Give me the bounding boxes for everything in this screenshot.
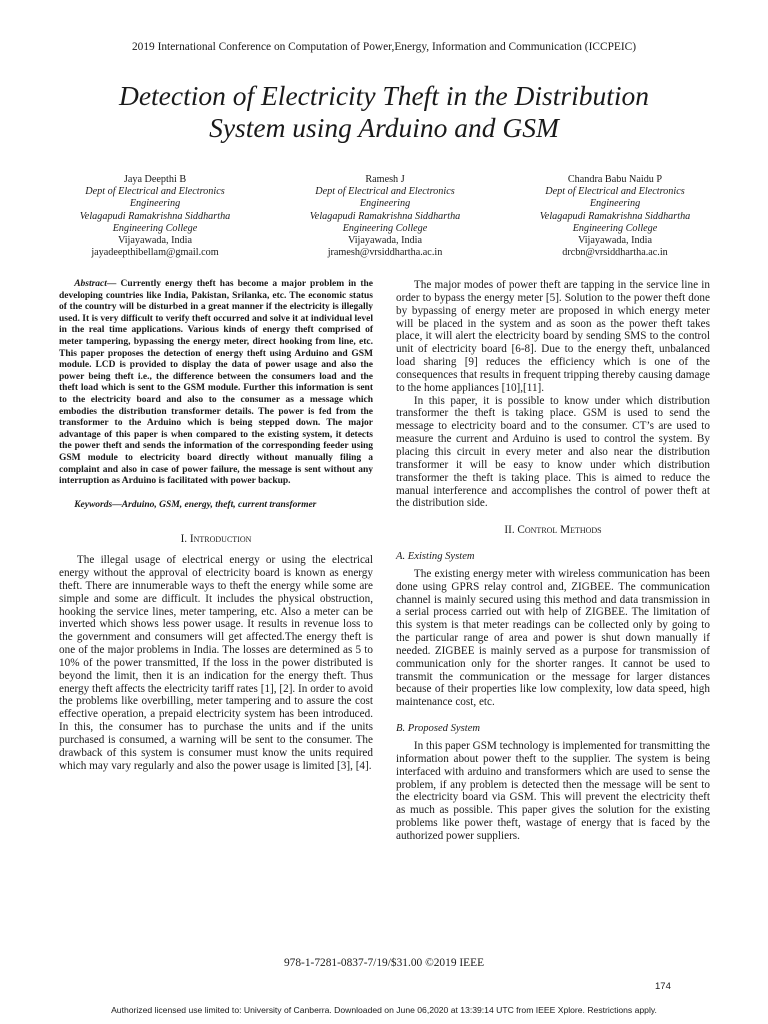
author-dept-2: Engineering [589, 198, 641, 210]
existing-system-paragraph: The existing energy meter with wireless communication has been done using GPRS relay control and, ZIGBEE. The communication channel is mainly secured using this method and data transmission in a serial process carried out with help of ZIGBEE. The limitation of this system is that meter readings can be collected only by going to the particular range of area and power is shut down manually if needed. ZIGBEE is mainly served as a purpose for transmission of communication only for the shorter ranges. It cannot be used to transmit the communication or the message for larger distances because of their properties like low complexity, low data speed, high maintenance cost, etc. [396, 567, 710, 709]
page-number: 174 [655, 981, 671, 992]
author-name: Chandra Babu Naidu P [567, 174, 663, 185]
author-name: Jaya Deepthi B [123, 174, 187, 185]
author-email: jayadeepthibellam@gmail.com [91, 247, 219, 259]
author-city: Vijayawada, India [117, 235, 193, 247]
author-block-2 [270, 174, 500, 259]
subsection-heading-proposed: B. Proposed System [396, 723, 481, 735]
body-paragraph-1: The major modes of power theft are tapping in the service line in order to bypass the energy meter [5]. Solution to the power theft done by bypassing of energy meter are proposed in which energy meter will be placed in the system and as soon as the power theft takes place, it will alert the electricity board by sending SMS to the control unit of electricity board [6-8]. Due to the energy theft, unbalanced load sharing [9] reduces the efficiency which is one of the consequences that results in frequent tripping thereby causing damage to the home appliances [10],[11]. [396, 279, 710, 394]
isbn-copyright: 978-1-7281-0837-7/19/$31.00 ©2019 IEEE [283, 957, 485, 969]
section-heading-introduction: I. Introduction [180, 533, 252, 546]
left-column [59, 279, 373, 772]
author-email: drcbn@vrsiddhartha.ac.in [562, 247, 668, 259]
author-city: Vijayawada, India [347, 235, 423, 247]
author-dept: Dept of Electrical and Electronics [545, 186, 685, 198]
author-college-2: Engineering College [112, 222, 198, 234]
right-column [396, 279, 710, 843]
subsection-heading-existing: A. Existing System [396, 551, 475, 563]
body-paragraph-2: In this paper, it is possible to know under which distribution transformer the theft is taking place. GSM is used to send the message to electricity board and to the consumer. CT’s are used to measure the current and Arduino is used to control the system. By placing this circuit in every meter and also near the distribution transformer it will be easy to know under which distribution transformer the theft is taking place. This is aimed to reduce the manual interference and accomplishes the control of power theft at the distribution side. [396, 394, 710, 510]
author-dept: Dept of Electrical and Electronics [315, 186, 455, 198]
proposed-system-paragraph: In this paper GSM technology is implemented for transmitting the information about power theft to the supplier. The system is being interfaced with arduino and transformers which are used to sense the problem, if any problem is detected then the message will be sent to the electricity board via GSM. This will prevent the electricity theft as much as possible. This paper gives the solution for the existing problems like power theft, wastage of energy that is faced by the authorized power suppliers. [396, 740, 711, 842]
author-name: Ramesh J [365, 174, 405, 185]
abstract-label: Abstract— [74, 279, 117, 289]
intro-paragraph: The illegal usage of electrical energy or using the electrical energy without the approval of electricity board is known as energy theft. There are innumerable ways to theft the energy while some are simple and some are difficult. It includes the physical obstruction, hooking the service lines, meter tampering, etc. Also a meter can be inverted which shows less power usage. It results in revenue loss to the government and consumers will get affected.The energy theft is one of the major problems in India. The losses are determined as 5 to 10% of the power transmitted, If the loss in the power distributed is beyond the limit, then it is an indication for the energy theft. Thus energy theft affects the electricity tariff rates [1], [2]. In order to avoid the problems like overbilling, meter tampering and to assure the cost effective operation, a prepaid electricity system has been introduced. In this, the consumer has to purchase the units and if the units purchased is consumed, a warning will be sent to the consumer. The drawback of this system is consumer must know the units required which may vary regularly and also the power usage is limited [3], [4]. [59, 554, 373, 772]
author-dept-2: Engineering [129, 198, 181, 210]
title-line-1: Detection of Electricity Theft in the Distribution [118, 80, 650, 111]
paper-title [40, 80, 728, 144]
author-college-2: Engineering College [342, 222, 428, 234]
title-line-2: System using Arduino and GSM [209, 112, 559, 143]
author-dept: Dept of Electrical and Electronics [85, 186, 225, 198]
section-heading-control-methods: II. Control Methods [504, 524, 602, 537]
author-city: Vijayawada, India [577, 235, 653, 247]
abstract [59, 279, 373, 488]
author-block-1 [40, 174, 270, 259]
author-college: Velagapudi Ramakrishna Siddhartha [539, 210, 691, 222]
author-block-3 [500, 174, 730, 259]
author-email: jramesh@vrsiddhartha.ac.in [327, 247, 443, 259]
license-footer: Authorized licensed use limited to: University of Canberra. Downloaded on June 06,2020 at 13:39:14 UTC from IEEE Xplore. Restrictions apply. [111, 1005, 657, 1015]
author-college: Velagapudi Ramakrishna Siddhartha [309, 210, 461, 222]
author-college-2: Engineering College [572, 222, 658, 234]
author-dept-2: Engineering [359, 198, 411, 210]
author-college: Velagapudi Ramakrishna Siddhartha [79, 210, 231, 222]
abstract-text: Currently energy theft has become a major problem in the developing countries like India, Pakistan, Srilanka, etc. The economic status of the country will be disturbed in a great manner if the electricity is illegally used. It is very difficult to verify theft occurred and solve it at individual level in the real time applications. Various kinds of energy theft comprised of meter tampering, bypassing the energy meter, direct hooking from line, etc. This paper proposes the detection of energy theft using Arduino and GSM module. LCD is provided to display the data of power usage and also the power being theft i.e., the difference between the consumers load and the theft load which is sent to the GSM module. Further this information is sent to the electricity board and also to the consumer as a message which embodies the distribution transformer details. The power is fed from the transformer to the Arduino which is being stepped down. The major advantage of this paper is when compared to the existing system, it detects the power theft and sends the information of the corresponding feeder using GSM module to electricity board directly without manually filing a complaint and also in case of power failure, the message is sent without any interruption as Arduino is facilitated with power backup. [59, 279, 373, 487]
conference-header: 2019 International Conference on Computation of Power,Energy, Information and Communication (ICCPEIC) [131, 41, 637, 53]
keywords: Keywords—Arduino, GSM, energy, theft, current transformer [74, 499, 317, 510]
